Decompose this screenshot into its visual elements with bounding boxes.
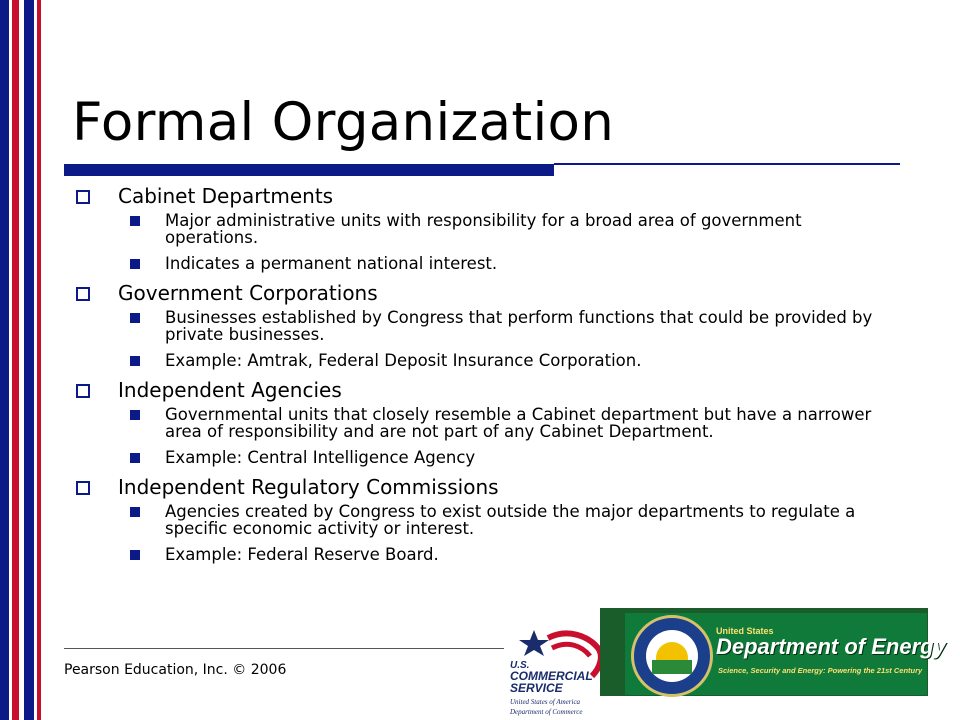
star-icon [519, 630, 549, 656]
section-heading-text: Independent Regulatory Commissions [118, 475, 499, 499]
doe-tagline: Science, Security and Energy: Powering the 21st Century [718, 666, 923, 675]
sub-point [72, 309, 892, 343]
left-stripe-red [12, 0, 19, 720]
hollow-square-bullet-icon [76, 384, 90, 398]
section-heading [72, 475, 892, 499]
uscs-line3: SERVICE [510, 681, 563, 695]
hollow-square-bullet-icon [76, 481, 90, 495]
filled-square-bullet-icon [130, 453, 140, 463]
sub-point-text: Example: Central Intelligence Agency [165, 448, 476, 467]
left-stripe-navy [24, 0, 34, 720]
left-stripe-red [37, 0, 41, 720]
slide-title: Formal Organization [72, 92, 615, 153]
sub-point-text: Example: Federal Reserve Board. [165, 545, 439, 564]
filled-square-bullet-icon [130, 507, 140, 517]
sub-point-text: Governmental units that closely resemble a Cabinet department but have a narrower area of responsibility and are not part of any Cabinet Department. [165, 405, 872, 441]
sun-icon [656, 642, 688, 662]
sub-point [72, 546, 892, 563]
sub-point-text: Example: Amtrak, Federal Deposit Insurance Corporation. [165, 351, 642, 370]
title-underline-bar [64, 164, 554, 176]
sub-point-text: Agencies created by Congress to exist outside the major departments to regulate a specific economic activity or interest. [165, 502, 856, 538]
sub-point [72, 406, 892, 440]
uscs-line1: U.S. [510, 660, 530, 671]
hollow-square-bullet-icon [76, 190, 90, 204]
left-stripe-navy [0, 0, 9, 720]
doe-name: Department of Energy [716, 634, 946, 659]
section-heading [72, 184, 892, 208]
sub-point [72, 255, 892, 272]
filled-square-bullet-icon [130, 356, 140, 366]
footer-divider [64, 648, 504, 649]
seal-center [646, 630, 698, 682]
doe-country: United States [716, 626, 774, 636]
filled-square-bullet-icon [130, 216, 140, 226]
ribbon-stripe-icon [552, 644, 590, 656]
uscs-sub1: United States of America [510, 698, 581, 706]
doe-banner [600, 608, 946, 696]
uscs-sub2: Department of Commerce [510, 708, 583, 716]
filled-square-bullet-icon [130, 259, 140, 269]
sub-point-text: Indicates a permanent national interest. [165, 254, 498, 273]
section-heading-text: Government Corporations [118, 281, 378, 305]
section-heading [72, 378, 892, 402]
sub-point-text: Major administrative units with responsibility for a broad area of government operations. [165, 211, 802, 247]
filled-square-bullet-icon [130, 550, 140, 560]
sub-point [72, 503, 892, 537]
sub-point [72, 212, 892, 246]
title-underline-line [554, 163, 900, 165]
filled-square-bullet-icon [130, 313, 140, 323]
hollow-square-bullet-icon [76, 287, 90, 301]
doe-seal-icon [631, 615, 713, 697]
sub-point [72, 449, 892, 466]
section-heading-text: Independent Agencies [118, 378, 342, 402]
sub-point [72, 352, 892, 369]
ground-icon [652, 660, 692, 674]
uscs-line2: COMMERCIAL [510, 669, 593, 683]
footer-copyright: Pearson Education, Inc. © 2006 [64, 662, 287, 678]
section-heading-text: Cabinet Departments [118, 184, 334, 208]
slide-content [72, 184, 892, 572]
section-heading [72, 281, 892, 305]
filled-square-bullet-icon [130, 410, 140, 420]
sub-point-text: Businesses established by Congress that perform functions that could be provided by private businesses. [165, 308, 873, 344]
